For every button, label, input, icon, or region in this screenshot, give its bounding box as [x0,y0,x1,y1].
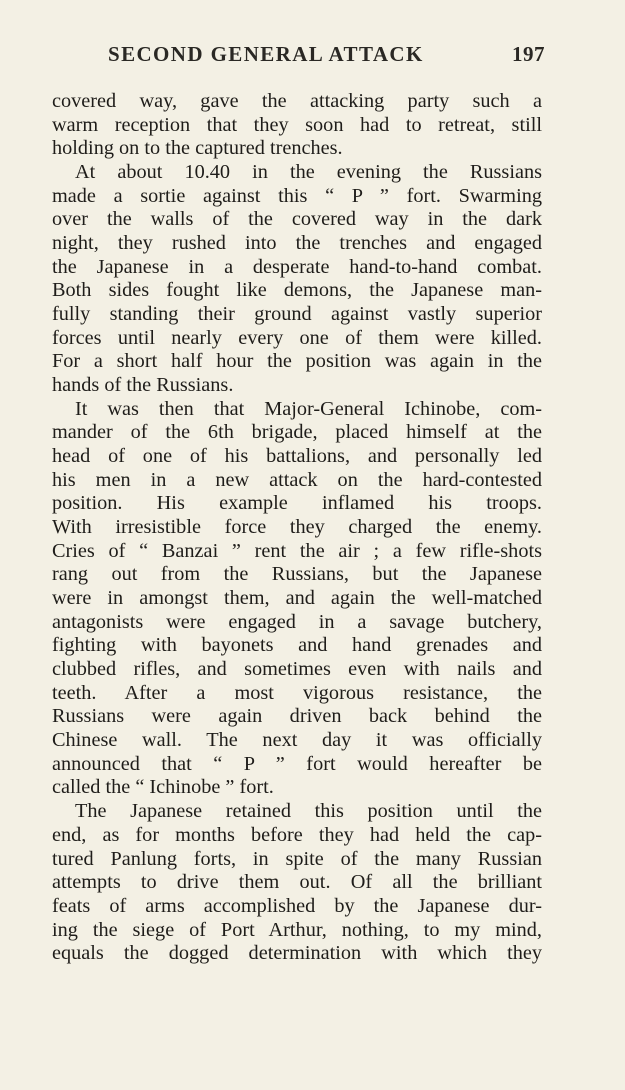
text-line: his men in a new attack on the hard-contested [52,468,542,491]
text-line: over the walls of the covered way in the dark [52,208,542,231]
text-line: Chinese wall. The next day it was officially [52,729,542,752]
text-line: feats of arms accomplished by the Japanese dur- [52,894,542,917]
text-line: rang out from the Russians, but the Japanese [52,563,542,586]
text-line: end, as for months before they had held the cap- [52,823,542,846]
text-line: At about 10.40 in the evening the Russians [75,161,542,184]
text-line: tured Panlung forts, in spite of the many Russian [52,847,542,870]
running-head-title: SECOND GENERAL ATTACK [108,42,424,66]
text-line: mander of the 6th brigade, placed himself at the [52,421,542,444]
text-line: the Japanese in a desperate hand-to-hand combat. [52,255,542,278]
text-line: fighting with bayonets and hand grenades and [52,634,542,657]
text-line: night, they rushed into the trenches and engaged [52,232,542,255]
text-line: position. His example inflamed his troops. [52,492,542,515]
text-line: It was then that Major-General Ichinobe, com- [75,397,542,420]
text-line: teeth. After a most vigorous resistance, the [52,681,542,704]
text-line: fully standing their ground against vastly superior [52,303,542,326]
text-line: For a short half hour the position was again in the [52,350,542,373]
text-line: hands of the Russians. [52,374,234,397]
text-line: With irresistible force they charged the enemy. [52,516,542,539]
body-text [52,90,542,966]
text-line: Cries of “ Banzai ” rent the air ; a few rifle-shots [52,539,542,562]
text-line: equals the dogged determination with which they [52,942,542,965]
text-line: announced that “ P ” fort would hereafter be [52,752,542,775]
text-line: The Japanese retained this position until the [75,800,542,823]
text-line: attempts to drive them out. Of all the brilliant [52,871,542,894]
page-number: 197 [512,42,545,66]
text-line: forces until nearly every one of them were killed. [52,326,542,349]
text-line: holding on to the captured trenches. [52,137,343,160]
text-line: clubbed rifles, and sometimes even with nails and [52,658,542,681]
text-line: made a sortie against this “ P ” fort. Swarming [52,184,542,207]
text-line: antagonists were engaged in a savage butchery, [52,610,542,633]
text-line: Russians were again driven back behind the [52,705,542,728]
text-line: called the “ Ichinobe ” fort. [52,776,274,799]
text-line: Both sides fought like demons, the Japanese man- [52,279,542,302]
text-line: were in amongst them, and again the well-matched [52,587,542,610]
text-line: warm reception that they soon had to retreat, still [52,113,542,136]
text-line: ing the siege of Port Arthur, nothing, to my mind, [52,918,542,941]
text-line: head of one of his battalions, and personally led [52,445,542,468]
running-head [108,42,545,72]
text-line: covered way, gave the attacking party such a [52,90,542,112]
